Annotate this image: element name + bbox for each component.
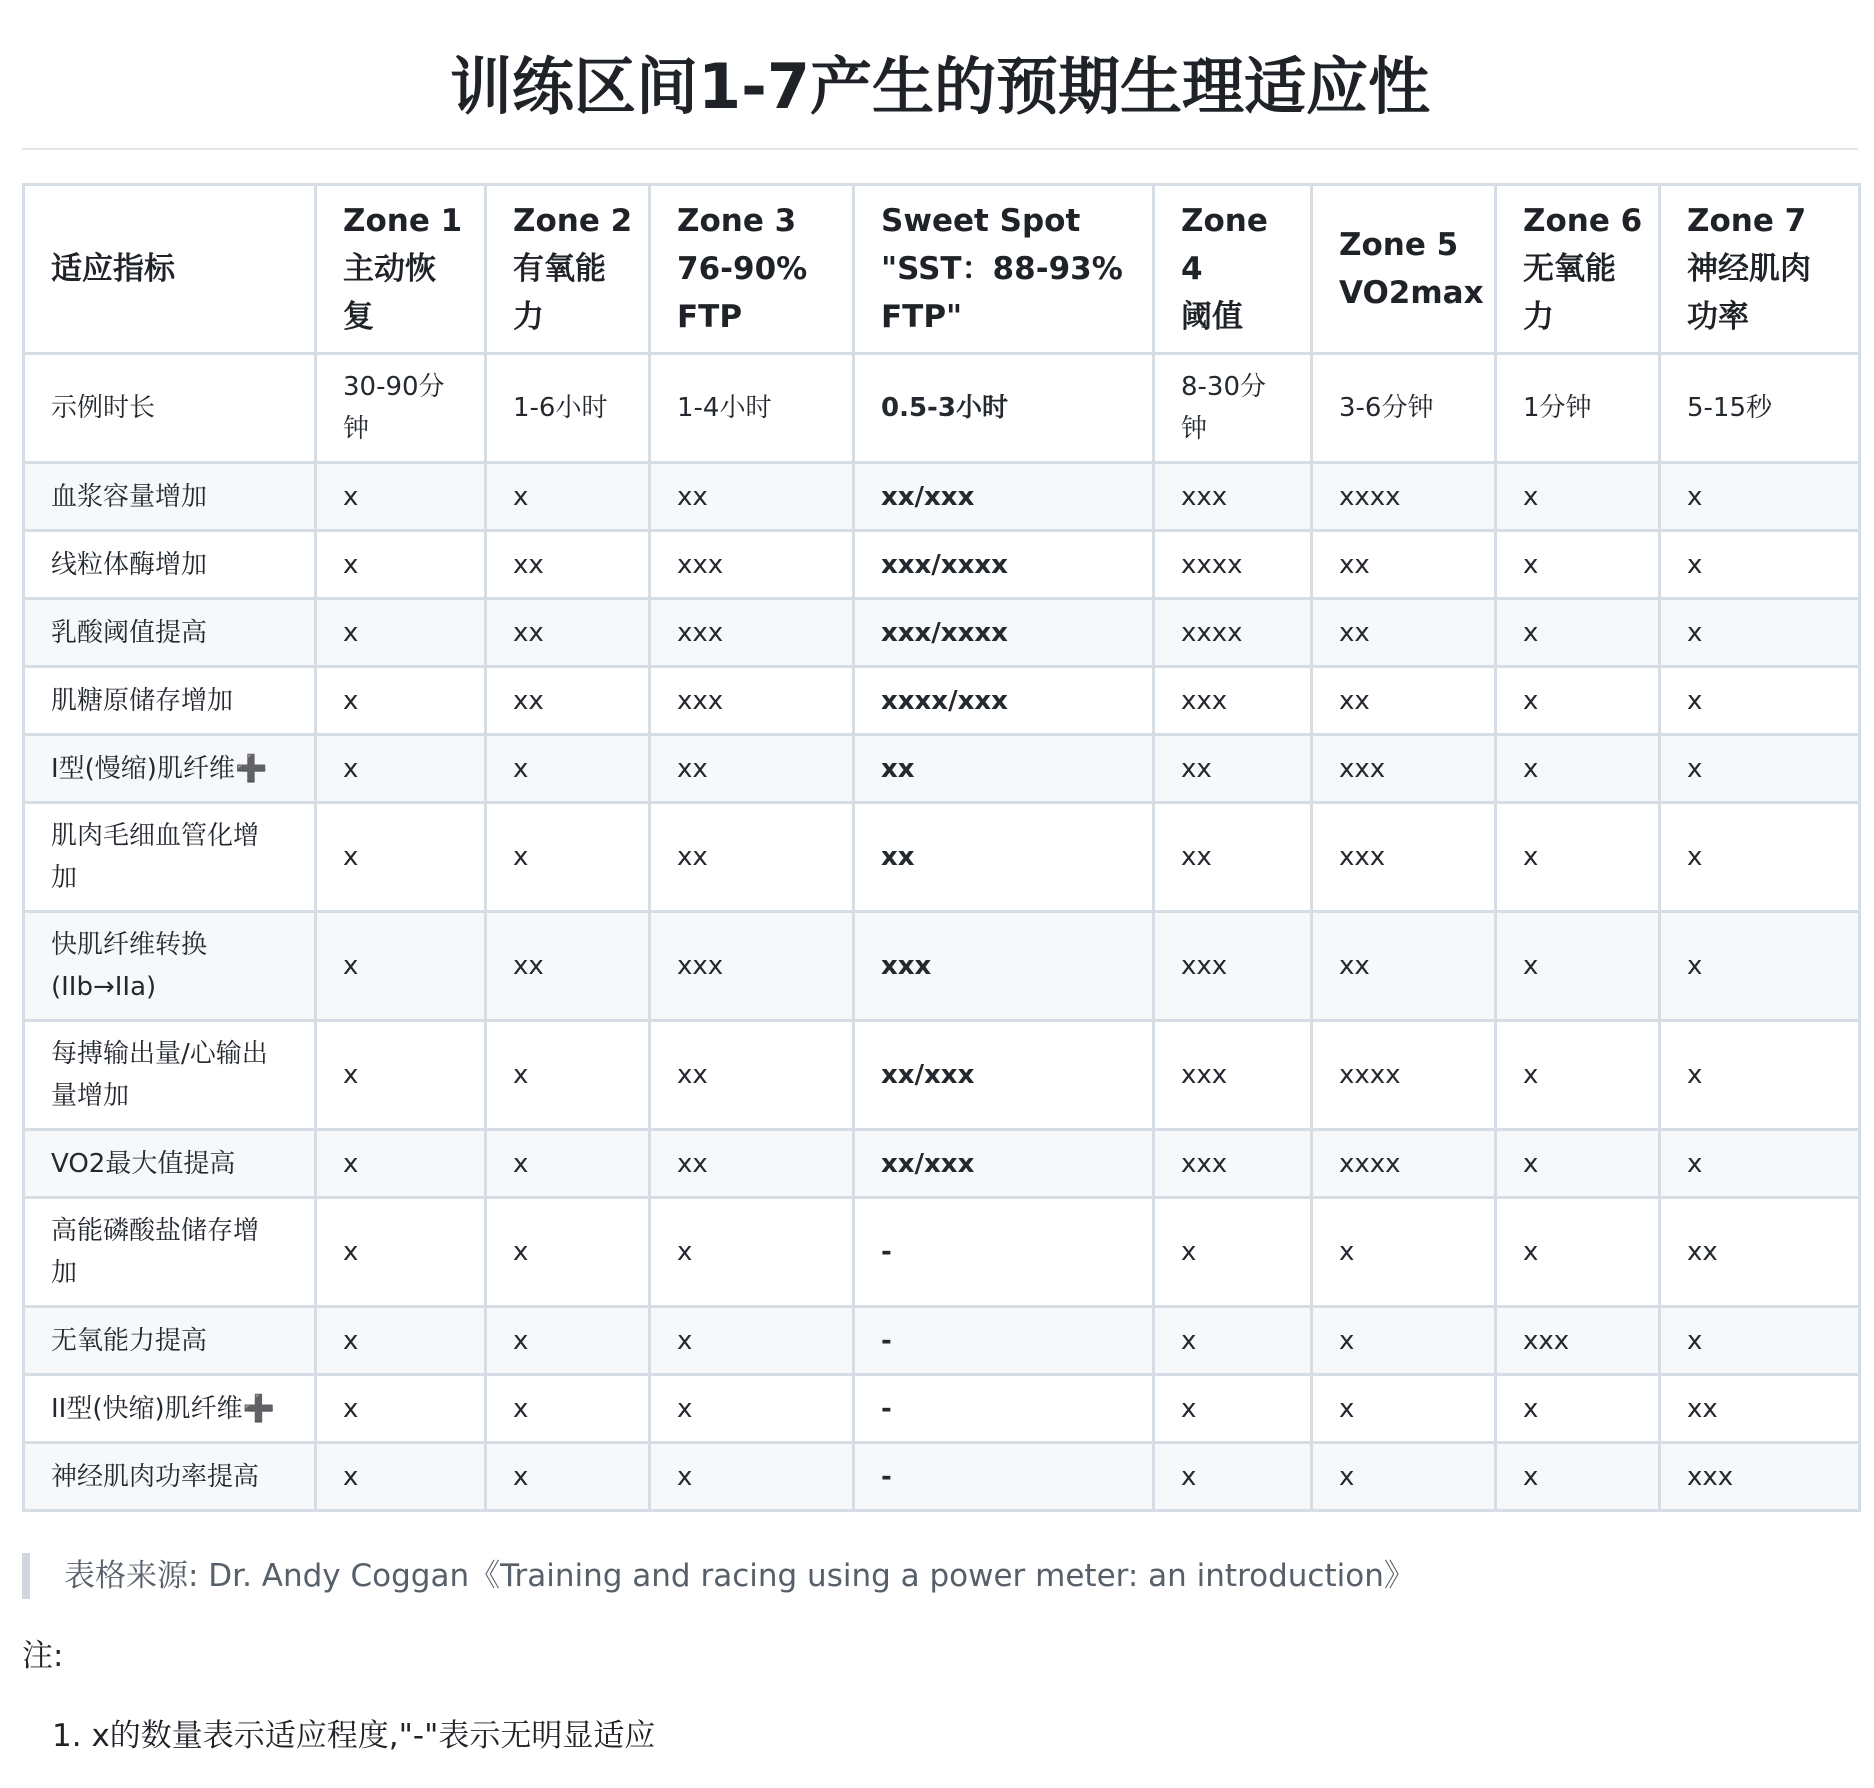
table-cell: xxxx xyxy=(1312,463,1496,531)
table-cell: x xyxy=(1660,531,1860,599)
table-cell: x xyxy=(1496,1375,1660,1443)
row-label: 线粒体酶增加 xyxy=(24,531,316,599)
table-cell: xxx xyxy=(1154,912,1312,1021)
row-label: 高能磷酸盐储存增 加 xyxy=(24,1198,316,1307)
table-cell: x xyxy=(1496,735,1660,803)
table-cell: xx xyxy=(1312,667,1496,735)
table-cell: x xyxy=(486,463,650,531)
table-cell: 8-30分 钟 xyxy=(1154,354,1312,463)
table-row xyxy=(24,531,1860,599)
table-cell: xx xyxy=(1660,1198,1860,1307)
table-cell: xxx/xxxx xyxy=(854,599,1154,667)
table-row xyxy=(24,1021,1860,1130)
table-row xyxy=(24,803,1860,912)
row-label: 神经肌肉功率提高 xyxy=(24,1443,316,1511)
header-zone-5: Zone 5 VO2max xyxy=(1312,185,1496,354)
title-divider xyxy=(22,148,1858,150)
table-cell: xxx xyxy=(1660,1443,1860,1511)
table-cell: xxxx xyxy=(1312,1130,1496,1198)
table-cell: x xyxy=(1496,463,1660,531)
table-cell: x xyxy=(1496,667,1660,735)
table-row xyxy=(24,1443,1860,1511)
table-header-row xyxy=(24,185,1860,354)
table-cell: 3-6分钟 xyxy=(1312,354,1496,463)
notes-list xyxy=(52,1713,655,1759)
table-cell: xx xyxy=(486,599,650,667)
table-row xyxy=(24,912,1860,1021)
table-cell: 30-90分 钟 xyxy=(316,354,486,463)
table-cell: x xyxy=(1660,667,1860,735)
table-cell: x xyxy=(486,1198,650,1307)
table-cell: x xyxy=(1154,1375,1312,1443)
header-zone-1: Zone 1 主动恢 复 xyxy=(316,185,486,354)
table-cell: x xyxy=(1660,1130,1860,1198)
table-cell: 1-6小时 xyxy=(486,354,650,463)
table-cell: 0.5-3小时 xyxy=(854,354,1154,463)
table-cell: x xyxy=(650,1375,854,1443)
table-cell: x xyxy=(316,1443,486,1511)
table-cell: xx xyxy=(1660,1375,1860,1443)
table-cell: x xyxy=(316,1307,486,1375)
table-cell: xx xyxy=(854,803,1154,912)
table-cell: x xyxy=(1312,1375,1496,1443)
table-cell: x xyxy=(316,1375,486,1443)
table-cell: - xyxy=(854,1375,1154,1443)
table-cell: 1-4小时 xyxy=(650,354,854,463)
row-label: 乳酸阈值提高 xyxy=(24,599,316,667)
table-cell: x xyxy=(486,1443,650,1511)
table-cell: x xyxy=(1496,803,1660,912)
table-row xyxy=(24,735,1860,803)
table-cell: x xyxy=(486,735,650,803)
table-cell: x xyxy=(650,1307,854,1375)
table-row xyxy=(24,1198,1860,1307)
table-cell: x xyxy=(486,1307,650,1375)
row-label: 快肌纤维转换 (IIb→IIa) xyxy=(24,912,316,1021)
table-cell: x xyxy=(1660,803,1860,912)
table-cell: xx xyxy=(1312,599,1496,667)
table-cell: x xyxy=(1660,1307,1860,1375)
table-cell: xx xyxy=(650,1021,854,1130)
table-cell: xx/xxx xyxy=(854,1021,1154,1130)
table-cell: xx xyxy=(1312,531,1496,599)
table-cell: xx xyxy=(486,531,650,599)
table-cell: x xyxy=(1496,531,1660,599)
table-cell: 1分钟 xyxy=(1496,354,1660,463)
table-cell: x xyxy=(486,1021,650,1130)
table-cell: x xyxy=(1660,735,1860,803)
table-cell: xx xyxy=(650,735,854,803)
table-cell: x xyxy=(1154,1198,1312,1307)
table-cell: xxx xyxy=(1154,463,1312,531)
header-zone-7: Zone 7 神经肌肉 功率 xyxy=(1660,185,1860,354)
table-cell: x xyxy=(1496,912,1660,1021)
table-cell: xxx xyxy=(1496,1307,1660,1375)
table-cell: x xyxy=(1496,1198,1660,1307)
table-cell: x xyxy=(650,1198,854,1307)
header-zone-6: Zone 6 无氧能 力 xyxy=(1496,185,1660,354)
table-cell: x xyxy=(316,1130,486,1198)
header-sweet-spot: Sweet Spot "SST：88-93% FTP" xyxy=(854,185,1154,354)
row-label: 血浆容量增加 xyxy=(24,463,316,531)
note-item: x的数量表示适应程度,"-"表示无明显适应 xyxy=(91,1718,656,1754)
table-cell: xxx xyxy=(650,912,854,1021)
table-cell: x xyxy=(1154,1307,1312,1375)
row-label: I型(慢缩)肌纤维➕ xyxy=(24,735,316,803)
table-cell: x xyxy=(316,667,486,735)
table-cell: xxx xyxy=(1312,803,1496,912)
table-cell: xxxx xyxy=(1154,599,1312,667)
table-cell: x xyxy=(316,735,486,803)
note-number: 1. xyxy=(52,1718,92,1754)
table-row xyxy=(24,463,1860,531)
table-cell: x xyxy=(316,803,486,912)
table-cell: x xyxy=(1496,1021,1660,1130)
table-cell: xxx xyxy=(650,667,854,735)
row-label: 肌肉毛细血管化增 加 xyxy=(24,803,316,912)
table-cell: x xyxy=(650,1443,854,1511)
header-zone-2: Zone 2 有氧能 力 xyxy=(486,185,650,354)
table-cell: xxx xyxy=(650,531,854,599)
header-zone-4: Zone 4 阈值 xyxy=(1154,185,1312,354)
table-cell: x xyxy=(316,1198,486,1307)
row-label: 无氧能力提高 xyxy=(24,1307,316,1375)
table-cell: x xyxy=(1496,1130,1660,1198)
table-cell: xxx/xxxx xyxy=(854,531,1154,599)
table-cell: xx xyxy=(486,667,650,735)
table-cell: xx xyxy=(650,463,854,531)
table-cell: - xyxy=(854,1443,1154,1511)
table-cell: x xyxy=(1154,1443,1312,1511)
table-cell: x xyxy=(1660,463,1860,531)
header-indicator: 适应指标 xyxy=(24,185,316,354)
table-cell: x xyxy=(486,803,650,912)
table-row xyxy=(24,1130,1860,1198)
table-cell: x xyxy=(316,463,486,531)
table-cell: - xyxy=(854,1307,1154,1375)
row-label: 每搏输出量/心输出 量增加 xyxy=(24,1021,316,1130)
row-label: 示例时长 xyxy=(24,354,316,463)
table-cell: x xyxy=(1496,599,1660,667)
table-cell: xx xyxy=(1312,912,1496,1021)
adaptation-table xyxy=(22,183,1861,1512)
table-cell: x xyxy=(316,531,486,599)
table-cell: xxx xyxy=(1154,1130,1312,1198)
table-cell: x xyxy=(486,1375,650,1443)
row-label: VO2最大值提高 xyxy=(24,1130,316,1198)
table-cell: 5-15秒 xyxy=(1660,354,1860,463)
table-cell: x xyxy=(316,1021,486,1130)
table-cell: x xyxy=(1312,1307,1496,1375)
table-row xyxy=(24,667,1860,735)
table-cell: xx xyxy=(650,1130,854,1198)
header-zone-3: Zone 3 76-90% FTP xyxy=(650,185,854,354)
table-cell: xx xyxy=(650,803,854,912)
table-cell: xx xyxy=(1154,735,1312,803)
table-cell: xxx xyxy=(1154,1021,1312,1130)
row-label: II型(快缩)肌纤维➕ xyxy=(24,1375,316,1443)
table-cell: xx/xxx xyxy=(854,1130,1154,1198)
row-label: 肌糖原储存增加 xyxy=(24,667,316,735)
table-cell: x xyxy=(1660,599,1860,667)
table-cell: xxxx xyxy=(1154,531,1312,599)
table-source-quote: 表格来源: Dr. Andy Coggan《Training and racing using a power meter: an introduction》 xyxy=(22,1553,1415,1599)
table-cell: xxx xyxy=(1312,735,1496,803)
table-cell: x xyxy=(1312,1198,1496,1307)
table-cell: x xyxy=(1660,912,1860,1021)
table-cell: x xyxy=(316,599,486,667)
table-cell: xxx xyxy=(650,599,854,667)
page-title: 训练区间1-7产生的预期生理适应性 xyxy=(449,50,1430,123)
table-cell: xx/xxx xyxy=(854,463,1154,531)
table-cell: xxx xyxy=(1154,667,1312,735)
table-row xyxy=(24,599,1860,667)
table-row xyxy=(24,1375,1860,1443)
table-cell: x xyxy=(1660,1021,1860,1130)
table-cell: xxxx/xxx xyxy=(854,667,1154,735)
table-cell: xxx xyxy=(854,912,1154,1021)
table-row xyxy=(24,354,1860,463)
table-cell: - xyxy=(854,1198,1154,1307)
table-cell: x xyxy=(486,1130,650,1198)
table-cell: xxxx xyxy=(1312,1021,1496,1130)
table-cell: x xyxy=(316,912,486,1021)
table-cell: xx xyxy=(854,735,1154,803)
notes-label: 注: xyxy=(22,1638,64,1674)
table-cell: xx xyxy=(1154,803,1312,912)
table-row xyxy=(24,1307,1860,1375)
table-cell: x xyxy=(1312,1443,1496,1511)
table-cell: xx xyxy=(486,912,650,1021)
table-cell: x xyxy=(1496,1443,1660,1511)
